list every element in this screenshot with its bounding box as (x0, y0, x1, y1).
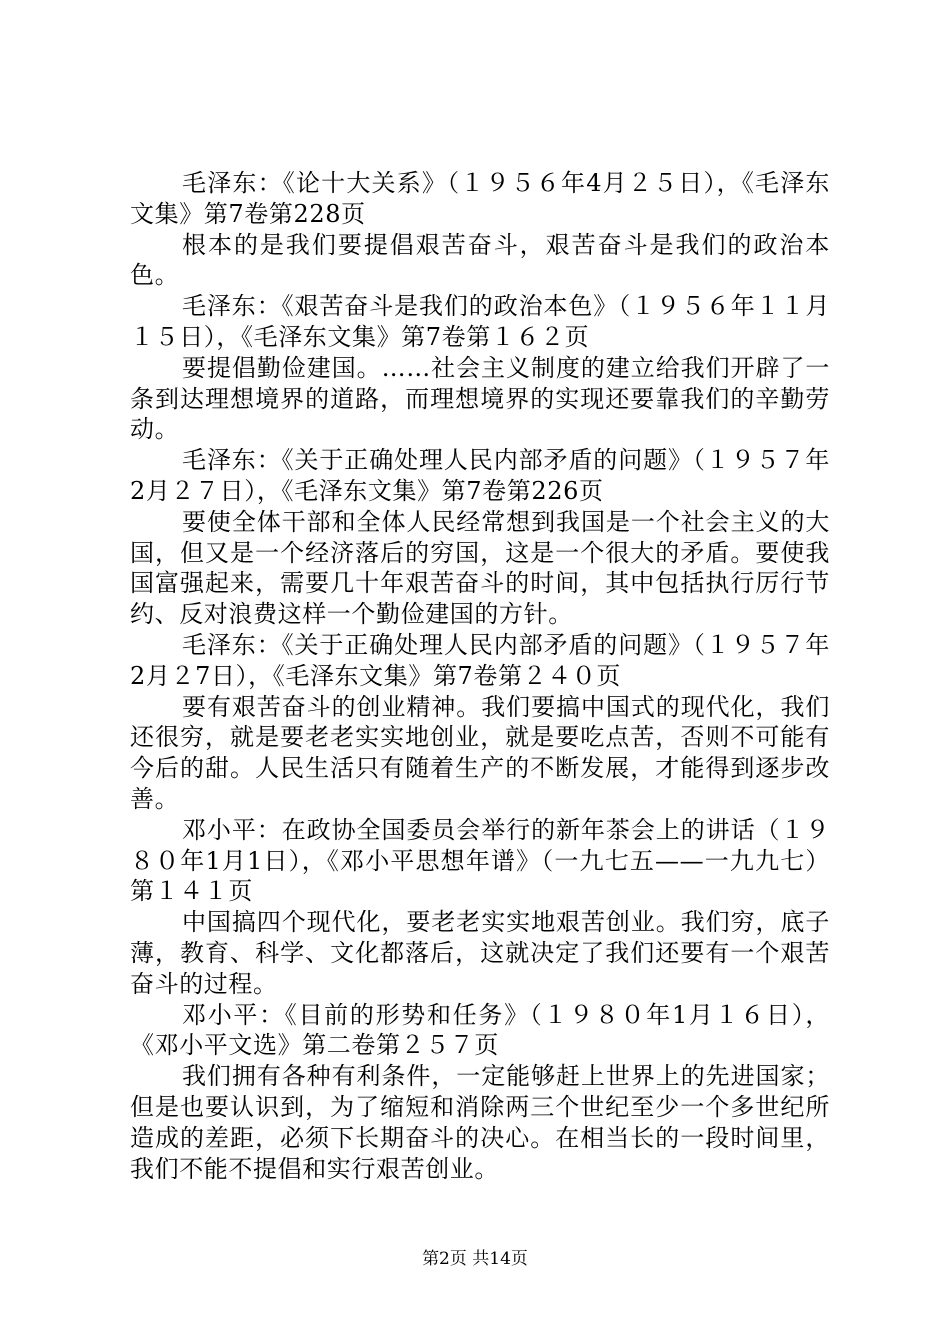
citation-paragraph: 毛泽东：《论十大关系》（１９５６年4月２５日），《毛泽东文集》第7卷第228页 (130, 169, 830, 228)
citation-paragraph: 邓小平：在政协全国委员会举行的新年茶会上的讲话（１９８０年1月1日），《邓小平思想年谱》（一九七五——一九九七）第１４１页 (130, 815, 830, 906)
quote-paragraph: 要有艰苦奋斗的创业精神。我们要搞中国式的现代化，我们还很穷，就是要老老实实地创业，就是要吃点苦，否则不可能有今后的甜。人民生活只有随着生产的不断发展，才能得到逐步改善。 (130, 692, 830, 813)
quote-paragraph: 要使全体干部和全体人民经常想到我国是一个社会主义的大国，但又是一个经济落后的穷国，这是一个很大的矛盾。要使我国富强起来，需要几十年艰苦奋斗的时间，其中包括执行厉行节约、反对浪费这样一个勤俭建国的方针。 (130, 507, 830, 629)
citation-paragraph: 毛泽东：《关于正确处理人民内部矛盾的问题》（１９５７年2月２７日），《毛泽东文集》第7卷第226页 (130, 446, 830, 505)
page-footer: 第2页 共14页 (422, 1249, 528, 1269)
quote-paragraph: 根本的是我们要提倡艰苦奋斗，艰苦奋斗是我们的政治本色。 (130, 230, 830, 290)
citation-paragraph: 邓小平：《目前的形势和任务》（１９８０年1月１６日），《邓小平文选》第二卷第２５７页 (130, 1000, 830, 1060)
citation-paragraph: 毛泽东：《关于正确处理人民内部矛盾的问题》（１９５７年2月２7日），《毛泽东文集》第7卷第２４０页 (130, 630, 830, 690)
citation-paragraph: 毛泽东：《艰苦奋斗是我们的政治本色》（１９５６年１１月１５日），《毛泽东文集》第7卷第１６２页 (130, 292, 830, 351)
quote-paragraph: 要提倡勤俭建国。……社会主义制度的建立给我们开辟了一条到达理想境界的道路，而理想境界的实现还要靠我们的辛勤劳动。 (130, 353, 830, 444)
quote-paragraph: 我们拥有各种有利条件，一定能够赶上世界上的先进国家；但是也要认识到，为了缩短和消除两三个世纪至少一个多世纪所造成的差距，必须下长期奋斗的决心。在相当长的一段时间里，我们不能不提倡和实行艰苦创业。 (130, 1062, 830, 1183)
quote-paragraph: 中国搞四个现代化，要老老实实地艰苦创业。我们穷，底子薄，教育、科学、文化都落后，这就决定了我们还要有一个艰苦奋斗的过程。 (130, 908, 830, 998)
document-body (130, 168, 830, 1184)
